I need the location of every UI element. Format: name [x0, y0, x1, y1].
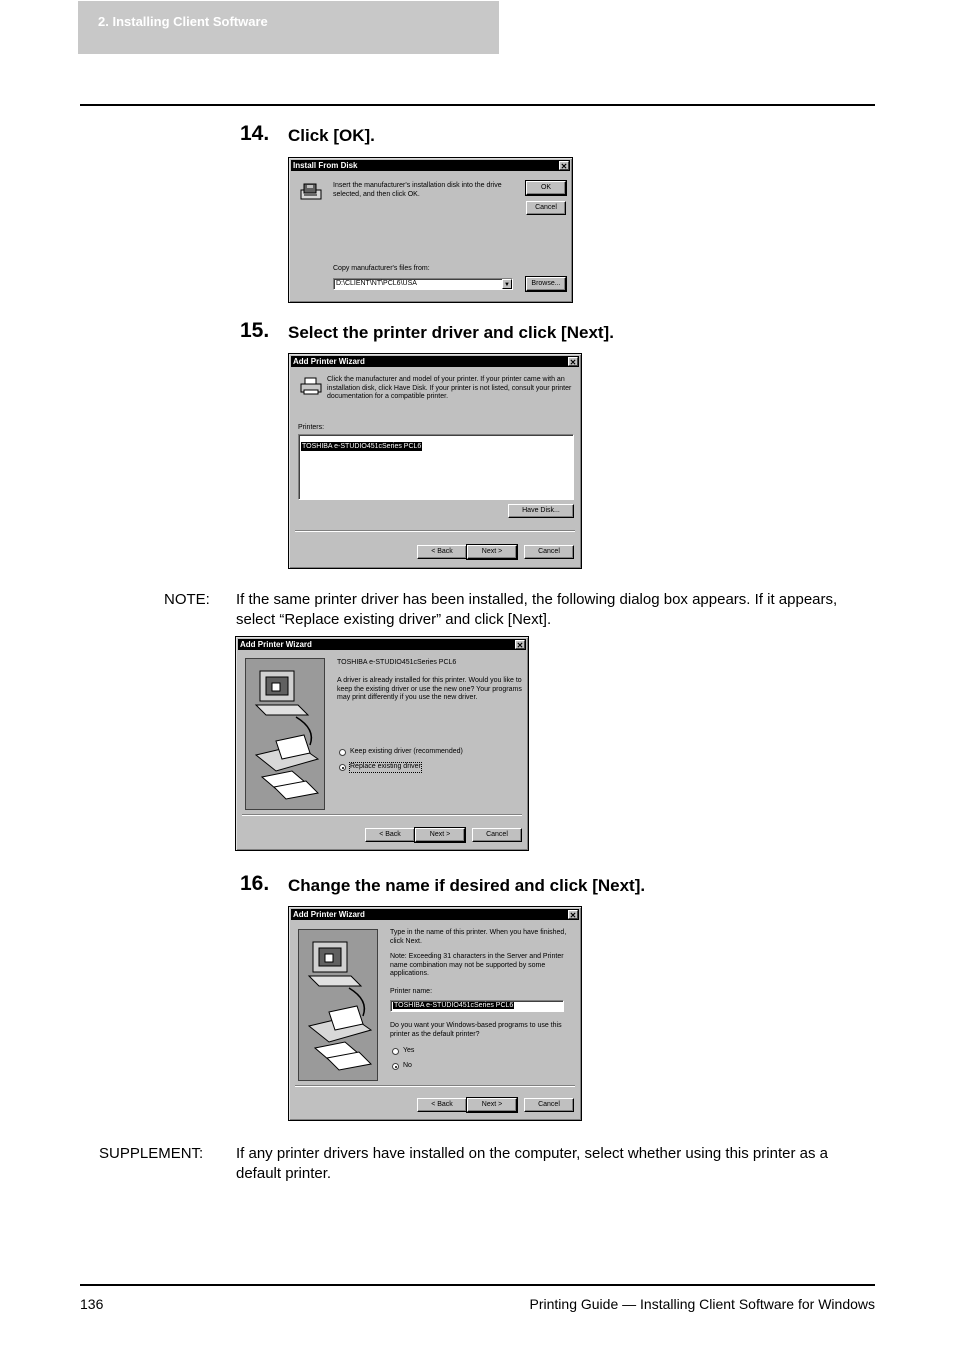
select-message: Click the manufacturer and model of your printer. If your printer came with an installation disk, click Have Disk. If your printer is not listed, consult your printer documentation for a compatible printer. [327, 376, 572, 400]
disk-drive-icon [299, 182, 323, 202]
default-yes-radio[interactable] [392, 1048, 399, 1055]
printer-name-label: Printer name: [390, 988, 433, 995]
printer-name-text: TOSHIBA e-STUDIO451cSeries PCL6 [337, 659, 457, 666]
dialog-title: Add Printer Wizard [293, 357, 365, 366]
replace-message: A driver is already installed for this printer. Would you like to keep the existing driver or use the new one? Your programs may print differently if you use the new driver. [337, 677, 522, 701]
chevron-down-icon[interactable]: ▼ [502, 279, 512, 289]
step-14-text: Click [OK]. [288, 126, 375, 145]
replace-driver-dialog [235, 636, 529, 851]
wizard-illustration [245, 658, 325, 810]
step-16-number: 16. [240, 872, 270, 895]
copy-files-label: Copy manufacturer's files from: [333, 265, 430, 272]
ok-button[interactable]: OK [526, 181, 566, 195]
browse-button[interactable]: Browse... [526, 277, 566, 291]
keep-driver-label[interactable]: Keep existing driver (recommended) [350, 748, 463, 755]
cancel-button[interactable]: Cancel [524, 545, 574, 559]
close-icon[interactable]: ✕ [569, 911, 577, 920]
close-icon[interactable]: ✕ [560, 162, 568, 171]
separator [295, 530, 575, 532]
section-header [78, 1, 499, 54]
dialog-title: Install From Disk [293, 161, 358, 170]
wizard-illustration [298, 929, 378, 1081]
install-message: Insert the manufacturer's installation disk into the drive selected, and then click OK. [333, 182, 502, 198]
dialog-title: Add Printer Wizard [240, 640, 312, 649]
back-button[interactable]: < Back [417, 1098, 467, 1112]
close-icon[interactable]: ✕ [569, 358, 577, 367]
top-rule [80, 104, 875, 106]
install-from-disk-dialog [288, 157, 573, 303]
source-path-value: D:\CLIENT\NT\PCL6\USA [336, 280, 417, 287]
computer-printer-icon [299, 930, 378, 1081]
dialog-title-bar [291, 160, 570, 171]
dialog-title-bar [291, 909, 579, 920]
step-14-number: 14. [240, 122, 270, 145]
cancel-button[interactable]: Cancel [526, 201, 566, 215]
note-label: NOTE: [164, 591, 210, 608]
supplement-label: SUPPLEMENT: [99, 1145, 204, 1162]
dialog-title-bar [238, 639, 526, 650]
back-button[interactable]: < Back [365, 828, 415, 842]
step-16-text: Change the name if desired and click [Next]. [288, 876, 646, 895]
printers-label: Printers: [298, 424, 325, 431]
name-message: Type in the name of this printer. When you have finished, click Next. [390, 929, 567, 945]
replace-driver-label[interactable]: Replace existing driver [350, 763, 421, 770]
replace-driver-radio[interactable] [339, 764, 346, 771]
bottom-rule [80, 1284, 875, 1286]
source-path-combo[interactable] [333, 278, 513, 290]
back-button[interactable]: < Back [417, 545, 467, 559]
printer-icon [299, 376, 323, 396]
section-title: 2. Installing Client Software [98, 14, 268, 29]
note-text: If the same printer driver has been installed, the following dialog box appears. If it appears, select “Replace existing driver” and click [Next]. [236, 591, 838, 628]
page-number: 136 [80, 1296, 104, 1312]
step-15-text: Select the printer driver and click [Next]. [288, 323, 614, 342]
separator [242, 814, 522, 816]
default-no-radio[interactable] [392, 1063, 399, 1070]
next-button[interactable]: Next > [467, 545, 517, 559]
supplement-text: If any printer drivers have installed on the computer, select whether using this printer as a default printer. [236, 1145, 828, 1182]
dialog-title: Add Printer Wizard [293, 910, 365, 919]
close-icon[interactable]: ✕ [516, 641, 524, 650]
select-driver-dialog [288, 353, 582, 569]
cancel-button[interactable]: Cancel [472, 828, 522, 842]
default-yes-label[interactable]: Yes [403, 1047, 415, 1054]
next-button[interactable]: Next > [415, 828, 465, 842]
name-note: Note: Exceeding 31 characters in the Server and Printer name combination may not be supported by some applications. [390, 953, 564, 977]
printer-name-dialog [288, 906, 582, 1121]
printer-name-value: TOSHIBA e-STUDIO451cSeries PCL6 [394, 1002, 514, 1009]
footer-title: Printing Guide — Installing Client Software for Windows [529, 1296, 875, 1312]
cancel-button[interactable]: Cancel [524, 1098, 574, 1112]
printer-name-input[interactable] [390, 1000, 564, 1012]
next-button[interactable]: Next > [467, 1098, 517, 1112]
computer-printer-icon [246, 659, 325, 810]
printers-list[interactable] [298, 434, 574, 500]
have-disk-button[interactable]: Have Disk... [508, 504, 574, 518]
step-15-number: 15. [240, 319, 270, 342]
keep-driver-radio[interactable] [339, 749, 346, 756]
default-question: Do you want your Windows-based programs to use this printer as the default printer? [390, 1022, 562, 1038]
printer-list-item[interactable]: TOSHIBA e-STUDIO451cSeries PCL6 [302, 443, 422, 450]
default-no-label[interactable]: No [403, 1062, 412, 1069]
dialog-title-bar [291, 356, 579, 367]
separator [295, 1085, 575, 1087]
